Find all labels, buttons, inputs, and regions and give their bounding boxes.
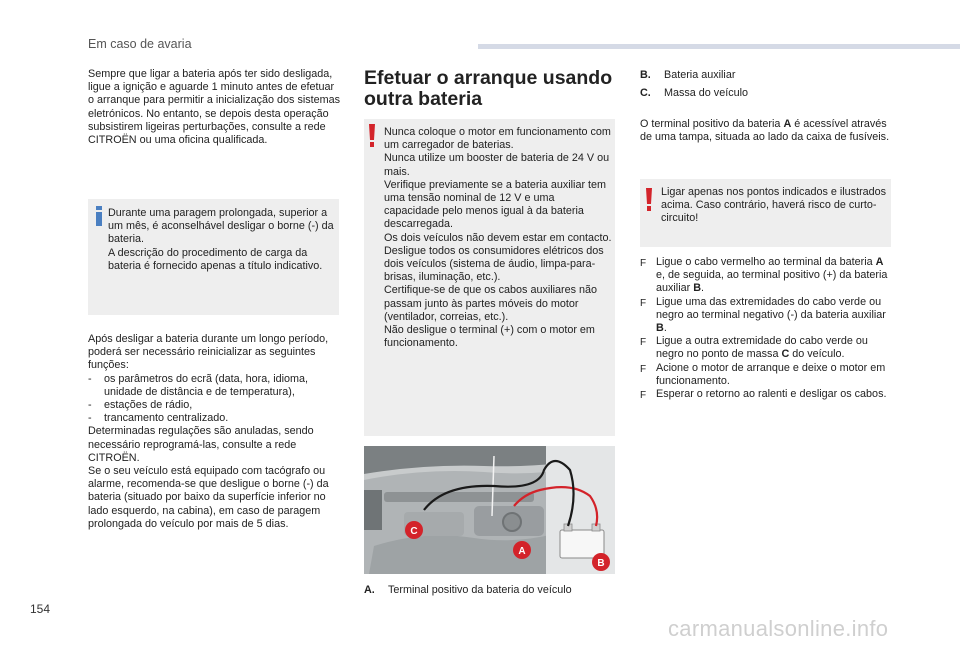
tachograph-note: Se o seu veículo está equipado com tacógrafo ou alarme, recomenda-se que desligue o borne (-) da bateria (situado por baixo da superfície inferior no lado esquerdo, na cabina), em caso de paragem prolongada do veículo por mais de 5 dias.	[88, 465, 329, 530]
warning-text	[384, 126, 612, 350]
warning-line: Nunca coloque o motor em funcionamento com um carregador de baterias.	[384, 126, 611, 152]
warning-line: Os dois veículos não devem estar em contacto.	[384, 231, 612, 244]
warning-line: Certifique-se de que os cabos auxiliares não passam junto às partes móveis do motor (ventilador, correias, etc.).	[384, 284, 598, 323]
caption-text: Terminal positivo da bateria do veículo	[388, 584, 572, 596]
procedure-steps	[640, 256, 892, 402]
step-marker: F	[640, 363, 647, 375]
warning-line: Não desligue o terminal (+) com o motor em funcionamento.	[384, 324, 595, 350]
section-header: Em caso de avaria	[88, 37, 192, 51]
terminal-access-paragraph: O terminal positivo da bateria A é acessível através de uma tampa, situada ao lado da caixa de fusíveis.	[640, 118, 890, 144]
info-line: Durante uma paragem prolongada, superior a um mês, é aconselhável desligar o borne (-) da bateria.	[108, 207, 334, 246]
caption-a	[364, 584, 615, 597]
legend-item-c: C. Massa do veículo	[640, 87, 749, 99]
warning-line: Verifique previamente se a bateria auxiliar tem uma tensão nominal de 12 V e uma capacidade pelo menos igual à da bateria descarregada.	[384, 178, 607, 231]
legend-item-b: B. Bateria auxiliar	[640, 69, 736, 81]
watermark: carmanualsonline.info	[668, 616, 889, 641]
jump-start-illustration	[364, 446, 615, 574]
label-a: A	[518, 546, 526, 557]
warning-line: Nunca utilize um booster de bateria de 24 V ou mais.	[384, 152, 610, 178]
section-title: Efetuar o arranque usando outra bateria	[364, 67, 613, 110]
step-marker: F	[640, 258, 647, 269]
label-c: C	[410, 526, 418, 537]
step-marker: F	[640, 337, 647, 349]
list-item: - estações de rádio,	[88, 399, 193, 412]
warning-line: Desligue todos os consumidores elétricos dos dois veículos (sistema de áudio, limpa-para-brisas, iluminação, etc.).	[384, 244, 604, 284]
warning-icon	[367, 124, 377, 148]
warning-icon	[644, 188, 654, 212]
info-text	[108, 207, 334, 273]
step-item: F Ligue o cabo vermelho ao terminal da bateria A e, de seguida, ao terminal positivo (+) da bateria auxiliar B.	[640, 256, 888, 295]
step-marker: F	[640, 390, 647, 402]
step-marker: F	[640, 297, 647, 309]
reinit-intro: Após desligar a bateria durante um longo período, poderá ser necessário reinicializar as seguintes funções:	[88, 333, 329, 372]
step-item: F Ligue uma das extremidades do cabo verde ou negro ao terminal negativo (-) da bateria auxiliar B.	[640, 295, 886, 335]
reinit-section	[88, 333, 344, 531]
info-icon	[92, 206, 106, 226]
warning-text-connect: Ligar apenas nos pontos indicados e ilustrados acima. Caso contrário, haverá risco de curto-circuito!	[661, 186, 887, 225]
intro-paragraph	[88, 68, 343, 147]
page-number: 154	[30, 602, 51, 616]
list-item: - trancamento centralizado.	[88, 412, 229, 425]
step-item: F Ligue a outra extremidade do cabo verde ou negro no ponto de massa C do veículo.	[640, 335, 868, 361]
label-b: B	[597, 558, 605, 569]
list-item: - os parâmetros do ecrã (data, hora, idioma, unidade de distância e de temperatura),	[88, 372, 309, 398]
step-item: F Acione o motor de arranque e deixe o motor em funcionamento.	[640, 361, 886, 387]
header-bar	[478, 44, 960, 49]
info-line: A descrição do procedimento de carga da bateria é fornecido apenas a título indicativo.	[108, 246, 323, 272]
step-item: F Esperar o retorno ao ralenti e desligar os cabos.	[640, 388, 887, 402]
reinit-note: Determinadas regulações são anuladas, sendo necessário reprogramá-las, consulte a rede CITROËN.	[88, 425, 314, 464]
caption-letter: A.	[364, 584, 375, 596]
intro-text: Sempre que ligar a bateria após ter sido desligada, ligue a ignição e aguarde 1 minuto antes de efetuar o arranque para permitir a inicialização dos sistemas eletrónicos. No entanto, se depois desta operação subsistirem ligeiras perturbações, consulte a rede CITROËN ou uma oficina qualificada.	[88, 68, 341, 147]
